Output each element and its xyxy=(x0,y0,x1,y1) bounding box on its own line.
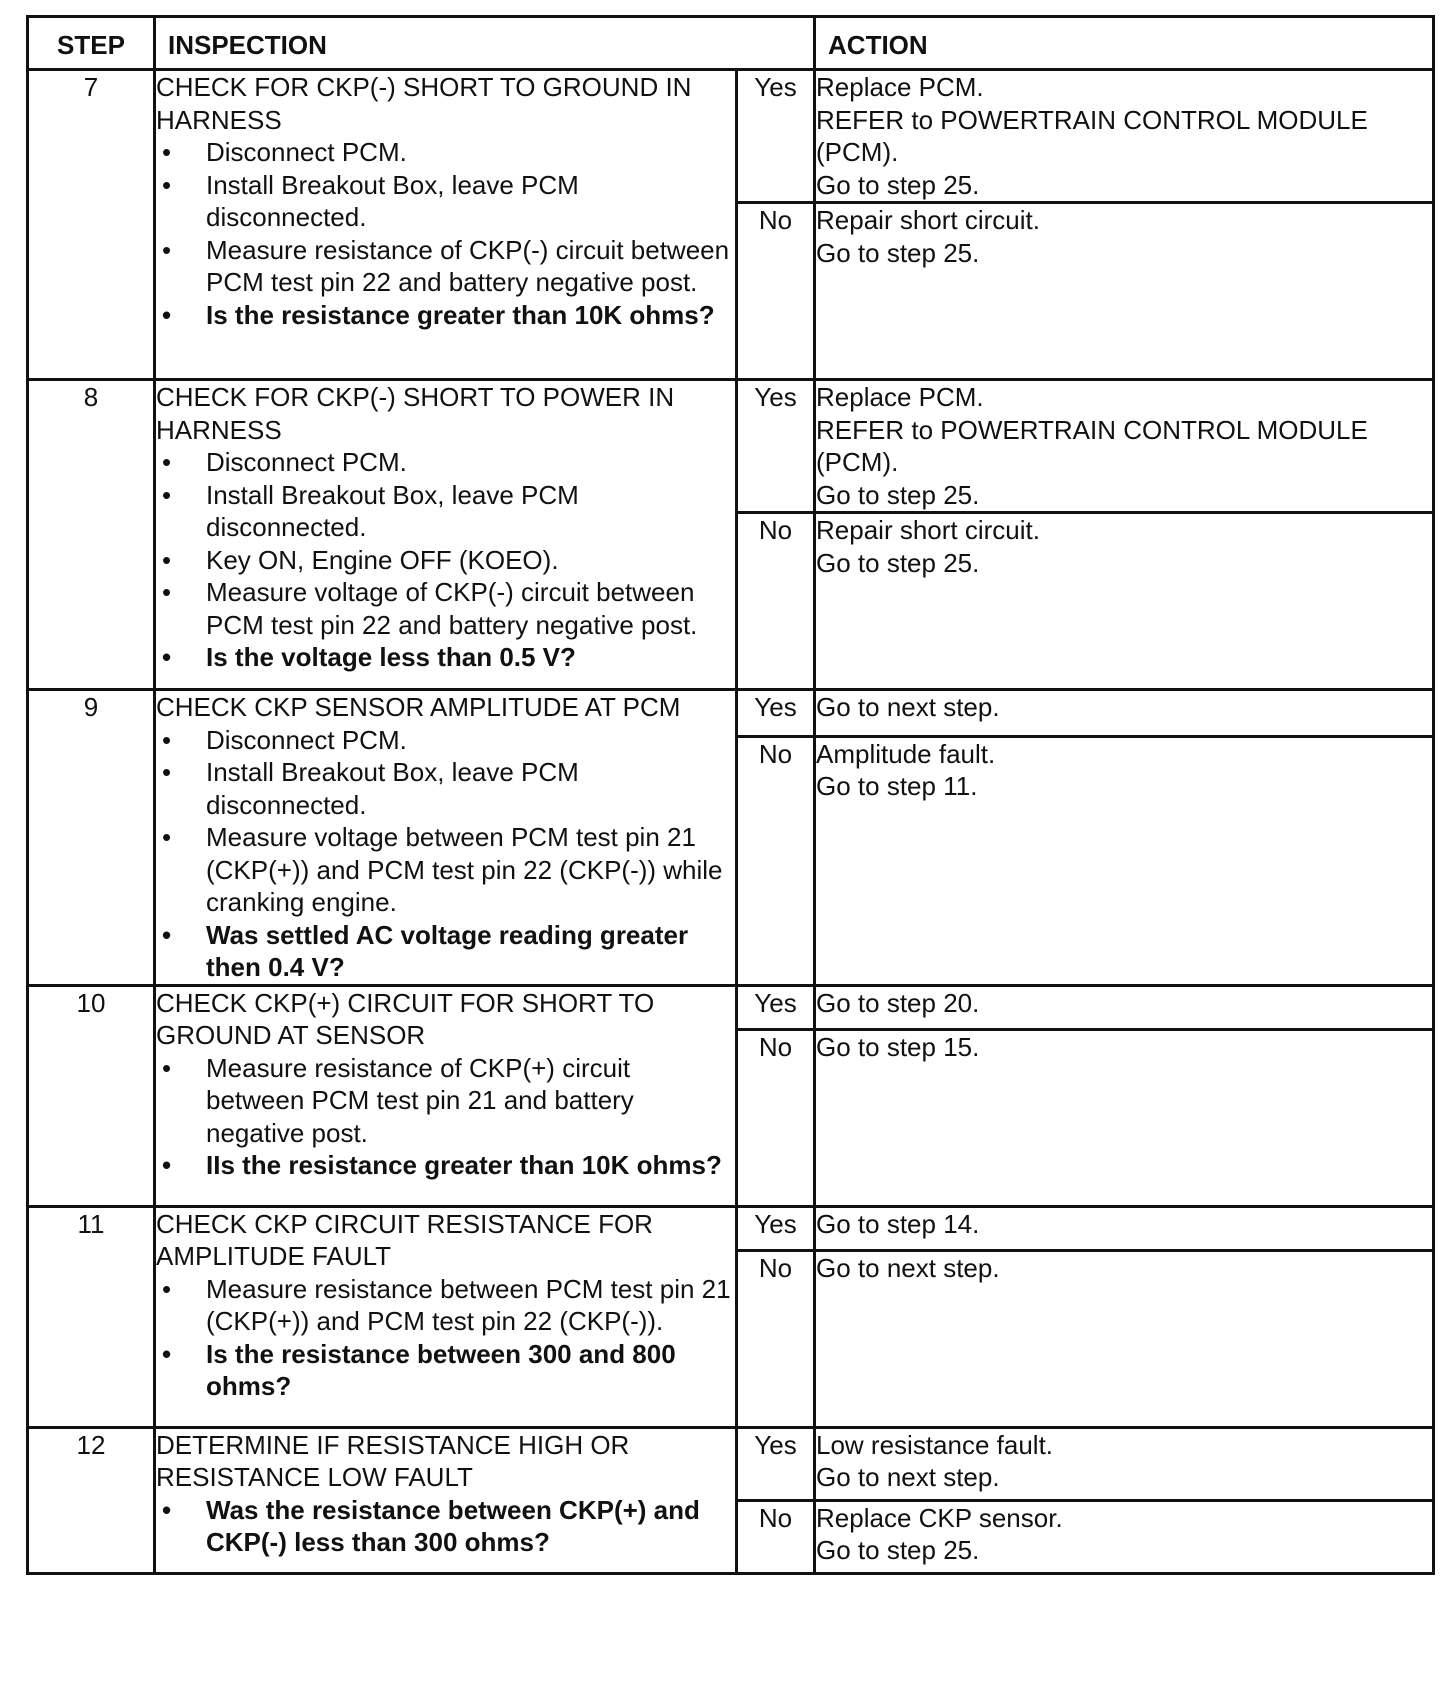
yes-label: Yes xyxy=(737,1206,815,1250)
yes-label: Yes xyxy=(737,690,815,737)
inspection-title: CHECK CKP SENSOR AMPLITUDE AT PCM xyxy=(156,692,681,722)
step-row-yes xyxy=(28,985,1434,1029)
inspection-cell xyxy=(155,380,737,690)
inspection-title: CHECK FOR CKP(-) SHORT TO GROUND IN HARNESS xyxy=(156,72,692,135)
action-line: REFER to POWERTRAIN CONTROL MODULE (PCM). xyxy=(816,414,1368,477)
yes-action xyxy=(815,690,1434,737)
step-row-yes xyxy=(28,380,1434,513)
inspection-title: DETERMINE IF RESISTANCE HIGH OR RESISTANCE LOW FAULT xyxy=(156,1429,630,1492)
inspection-bullet: • Measure resistance between PCM test pin 21 (CKP(+)) and PCM test pin 22 (CKP(-)). xyxy=(156,1273,735,1338)
no-action xyxy=(815,736,1434,985)
step-number: 12 xyxy=(28,1427,155,1573)
action-line: Replace CKP sensor. xyxy=(816,1502,1063,1533)
no-action xyxy=(815,1250,1434,1427)
yes-action xyxy=(815,985,1434,1029)
action-line: Go to step 25. xyxy=(816,1535,980,1565)
inspection-question: • Is the voltage less than 0.5 V? xyxy=(156,641,735,674)
action-line: Go to step 25. xyxy=(816,479,980,510)
action-line: Repair short circuit. xyxy=(816,205,1040,235)
no-label: No xyxy=(737,203,815,380)
no-label: No xyxy=(737,1250,815,1427)
header-row xyxy=(28,17,1434,70)
yes-label: Yes xyxy=(737,1427,815,1500)
inspection-title: CHECK CKP(+) CIRCUIT FOR SHORT TO GROUND AT SENSOR xyxy=(156,987,655,1050)
inspection-cell xyxy=(155,985,737,1206)
action-line: Go to step 14. xyxy=(816,1208,980,1239)
action-line: Replace PCM. xyxy=(816,382,984,412)
action-line: Go to step 15. xyxy=(816,1031,980,1062)
inspection-cell xyxy=(155,690,737,986)
step-row-yes xyxy=(28,1427,1434,1500)
action-line: Go to next step. xyxy=(816,1462,1000,1492)
inspection-cell xyxy=(155,70,737,380)
inspection-bullets xyxy=(156,724,735,984)
action-line: Replace PCM. xyxy=(816,72,984,102)
inspection-bullets xyxy=(156,1494,735,1559)
inspection-bullets xyxy=(156,1052,735,1182)
inspection-bullets xyxy=(156,446,735,674)
action-line: Go to next step. xyxy=(816,1252,1000,1283)
action-line: Go to step 25. xyxy=(816,237,980,268)
yes-action xyxy=(815,1427,1434,1500)
yes-label: Yes xyxy=(737,985,815,1029)
inspection-bullet: • Install Breakout Box, leave PCM disconnected. xyxy=(156,756,735,821)
inspection-bullet: • Measure voltage between PCM test pin 21 (CKP(+)) and PCM test pin 22 (CKP(-)) while cranking engine. xyxy=(156,821,735,919)
action-line: Go to step 25. xyxy=(816,169,980,200)
action-line: Go to step 25. xyxy=(816,547,980,578)
step-number: 11 xyxy=(28,1206,155,1427)
no-label: No xyxy=(737,1500,815,1573)
no-action xyxy=(815,203,1434,380)
inspection-bullet: • Key ON, Engine OFF (KOEO). xyxy=(156,544,735,577)
inspection-bullet: • Disconnect PCM. xyxy=(156,136,735,169)
no-label: No xyxy=(737,1029,815,1206)
no-label: No xyxy=(737,736,815,985)
no-action xyxy=(815,1029,1434,1206)
inspection-bullet: • Measure resistance of CKP(-) circuit between PCM test pin 22 and battery negative post. xyxy=(156,234,735,299)
action-line: Repair short circuit. xyxy=(816,515,1040,545)
header-action: ACTION xyxy=(815,17,1434,70)
inspection-bullet: • Disconnect PCM. xyxy=(156,446,735,479)
inspection-bullet: • Measure voltage of CKP(-) circuit between PCM test pin 22 and battery negative post. xyxy=(156,576,735,641)
step-row-yes xyxy=(28,70,1434,203)
inspection-bullet: • Measure resistance of CKP(+) circuit between PCM test pin 21 and battery negative post. xyxy=(156,1052,735,1150)
step-number: 8 xyxy=(28,380,155,690)
action-line: Go to step 20. xyxy=(816,987,980,1018)
yes-label: Yes xyxy=(737,380,815,513)
inspection-question: • Was settled AC voltage reading greater then 0.4 V? xyxy=(156,919,735,984)
action-line: Go to step 11. xyxy=(816,771,978,802)
inspection-cell xyxy=(155,1206,737,1427)
header-step: STEP xyxy=(28,17,155,70)
inspection-bullets xyxy=(156,1273,735,1403)
yes-action xyxy=(815,70,1434,203)
step-row-yes xyxy=(28,690,1434,737)
inspection-title: CHECK FOR CKP(-) SHORT TO POWER IN HARNESS xyxy=(156,382,675,445)
inspection-cell xyxy=(155,1427,737,1573)
action-line: Low resistance fault. xyxy=(816,1429,1054,1460)
no-label: No xyxy=(737,513,815,690)
no-action xyxy=(815,513,1434,690)
yes-action xyxy=(815,1206,1434,1250)
inspection-question: • IIs the resistance greater than 10K ohms? xyxy=(156,1149,735,1182)
inspection-bullets xyxy=(156,136,735,331)
diagnostic-table xyxy=(26,15,1435,1575)
inspection-bullet: • Install Breakout Box, leave PCM disconnected. xyxy=(156,479,735,544)
step-number: 7 xyxy=(28,70,155,380)
inspection-question: • Was the resistance between CKP(+) and CKP(-) less than 300 ohms? xyxy=(156,1494,735,1559)
action-line: Go to next step. xyxy=(816,692,1000,722)
yes-label: Yes xyxy=(737,70,815,203)
step-number: 9 xyxy=(28,690,155,986)
yes-action xyxy=(815,380,1434,513)
action-line: REFER to POWERTRAIN CONTROL MODULE (PCM). xyxy=(816,104,1368,167)
inspection-question: • Is the resistance between 300 and 800 ohms? xyxy=(156,1338,735,1403)
action-line: Amplitude fault. xyxy=(816,738,996,769)
header-inspection: INSPECTION xyxy=(155,17,815,70)
step-number: 10 xyxy=(28,985,155,1206)
no-action xyxy=(815,1500,1434,1573)
step-row-yes xyxy=(28,1206,1434,1250)
inspection-bullet: • Install Breakout Box, leave PCM disconnected. xyxy=(156,169,735,234)
inspection-title: CHECK CKP CIRCUIT RESISTANCE FOR AMPLITUDE FAULT xyxy=(156,1208,653,1271)
inspection-bullet: • Disconnect PCM. xyxy=(156,724,735,757)
inspection-question: • Is the resistance greater than 10K ohms? xyxy=(156,299,735,332)
